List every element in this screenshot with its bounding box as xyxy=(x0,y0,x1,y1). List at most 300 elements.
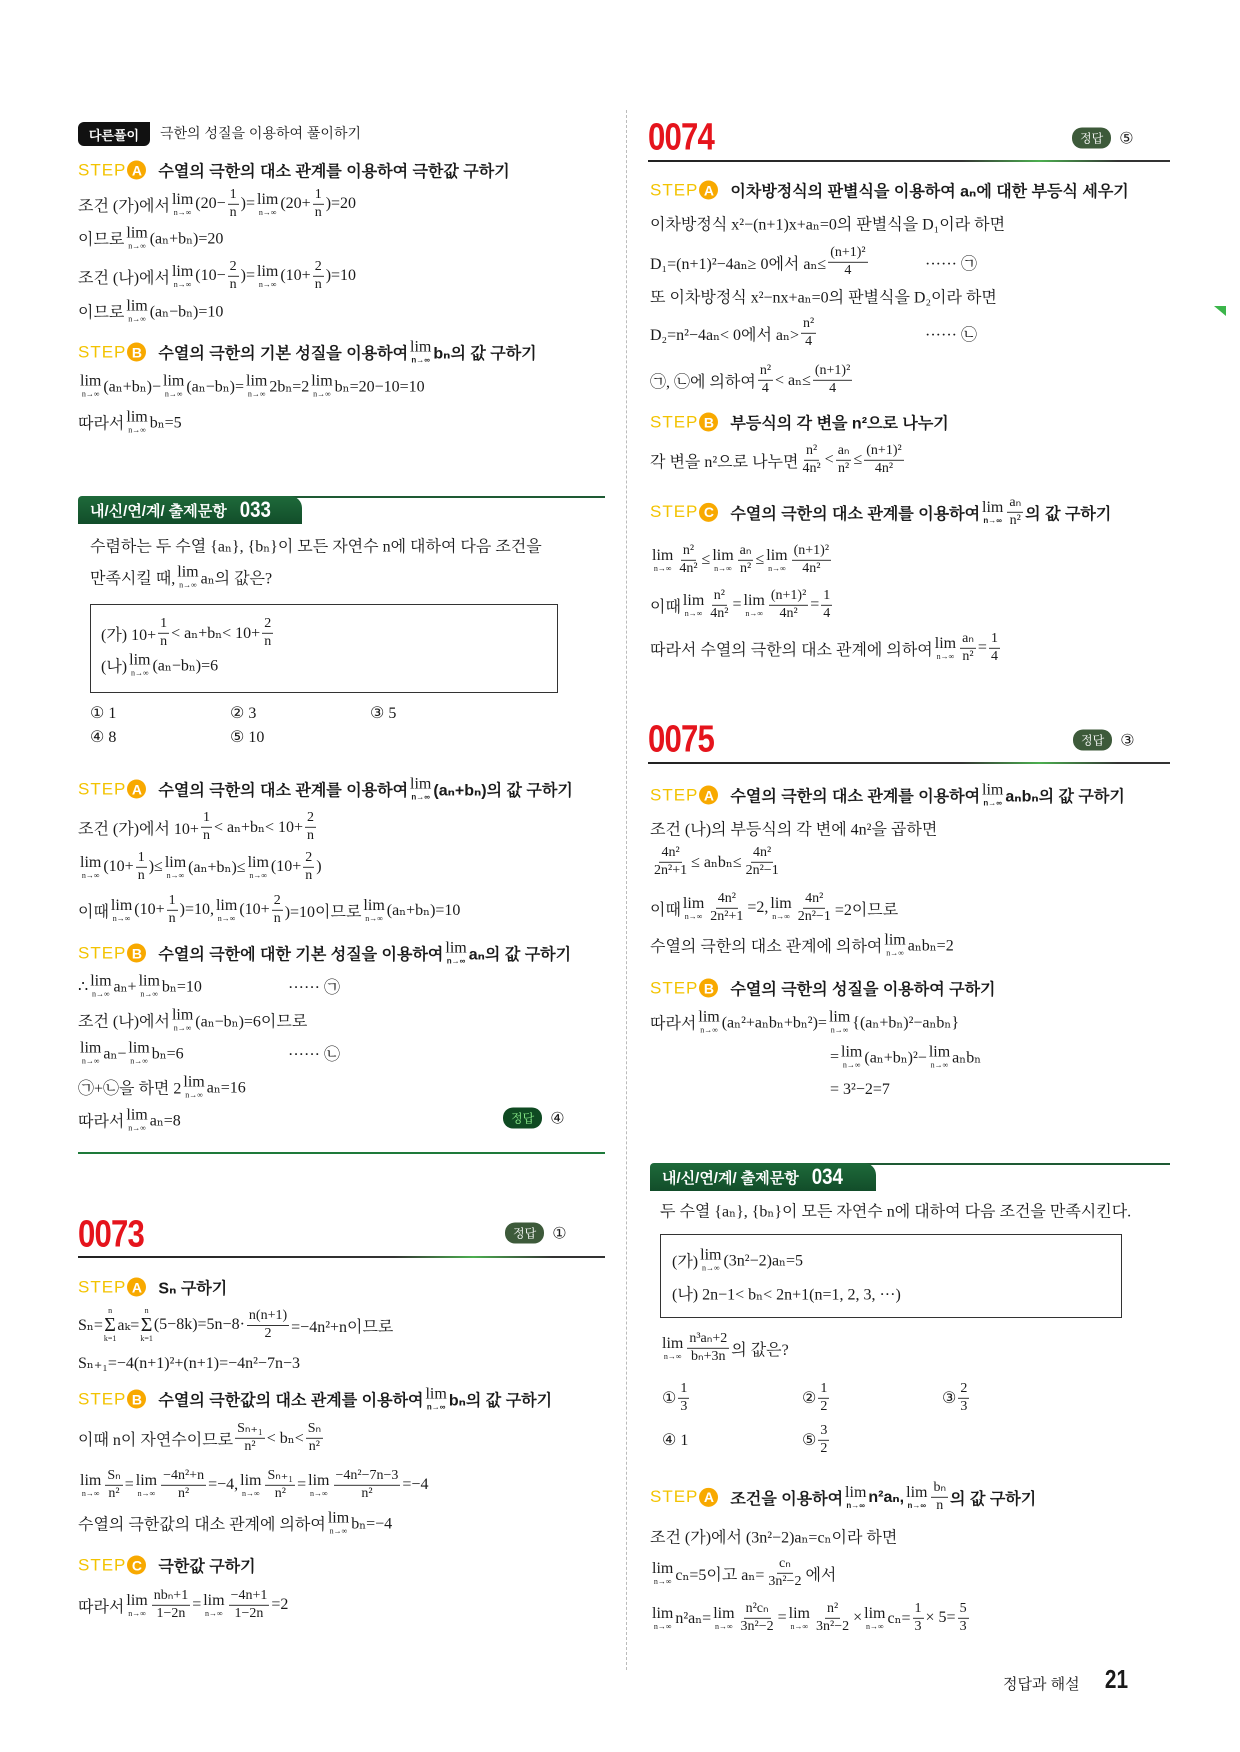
fraction xyxy=(758,364,773,396)
math-text: 따라서 수열의 극한의 대소 관계에 의하여 xyxy=(650,641,933,659)
math-text: (3n²−2)aₙ=5 xyxy=(723,1252,803,1269)
lim-subscript: n→∞ xyxy=(865,1621,884,1631)
fraction xyxy=(708,589,730,621)
numerator: 1 xyxy=(913,1602,924,1619)
math-text: (aₙ+bₙ)의 값 구하기 xyxy=(433,782,573,800)
limit-expression xyxy=(183,1075,204,1100)
choice[interactable] xyxy=(230,727,264,747)
numerator: (n+1)² xyxy=(828,246,867,263)
lim-subscript: n→∞ xyxy=(217,913,236,923)
answer-badge: 정답 ① xyxy=(505,1223,567,1244)
solution-line xyxy=(650,544,833,576)
numerator: n²cₙ xyxy=(744,1602,771,1619)
math-text: =−4 xyxy=(402,1476,429,1493)
lim-subscript: n→∞ xyxy=(81,1488,100,1498)
lim-symbol: lim xyxy=(240,1471,262,1489)
numerator: n³aₙ+2 xyxy=(687,1332,729,1349)
limit-expression xyxy=(841,1045,862,1070)
lim-symbol: lim xyxy=(327,1509,350,1527)
lim-symbol: lim xyxy=(445,939,467,957)
fraction xyxy=(652,846,689,878)
lim-subscript: n→∞ xyxy=(936,651,955,661)
lim-subscript: n→∞ xyxy=(247,389,266,399)
math-text: (aₙ+bₙ)²− xyxy=(864,1049,927,1066)
limit-expression xyxy=(935,636,956,661)
math-text: 수열의 극한의 대소 관계를 이용하여 xyxy=(730,505,981,523)
math-text: 수열의 극한의 대소 관계를 이용하여 극한값 구하기 xyxy=(158,163,510,181)
math-text: 수열의 극한에 대한 기본 성질을 이용하여 xyxy=(158,946,444,964)
fraction xyxy=(739,1602,776,1634)
math-text: cₙ=5이고 aₙ= xyxy=(675,1566,765,1584)
lim-symbol: lim xyxy=(126,408,148,426)
fraction xyxy=(303,851,314,883)
fraction xyxy=(828,246,867,278)
denominator: n xyxy=(936,1497,944,1513)
choice[interactable] xyxy=(370,703,396,723)
numerator: cₙ xyxy=(777,1557,793,1574)
lim-subscript: n→∞ xyxy=(140,989,159,999)
lim-symbol: lim xyxy=(80,853,102,871)
math-text: × 5= xyxy=(925,1609,956,1626)
limit-expression xyxy=(744,593,765,618)
condition-line xyxy=(672,1248,803,1273)
math-text: Sₙ= xyxy=(78,1317,103,1334)
math-text: = xyxy=(124,1476,134,1493)
lim-subscript: n→∞ xyxy=(907,1500,927,1510)
math-text: (10+ xyxy=(103,858,134,875)
limit-expression xyxy=(172,264,193,289)
condition-line xyxy=(101,617,275,649)
denominator: n xyxy=(202,827,210,843)
lim-symbol: lim xyxy=(662,1334,684,1352)
lim-symbol: lim xyxy=(652,1559,674,1577)
banner-rule xyxy=(862,1163,1170,1165)
problem-number: 0074 xyxy=(648,116,715,159)
solution-line xyxy=(650,589,834,621)
math-text: ≤ xyxy=(755,551,765,568)
math-text: 만족시킬 때, xyxy=(90,570,176,588)
page-number: 21 xyxy=(1104,1664,1129,1694)
solution-line xyxy=(650,444,906,476)
lim-subscript: n→∞ xyxy=(715,1621,733,1631)
choice[interactable] xyxy=(230,703,256,723)
choice[interactable] xyxy=(90,703,116,723)
solution-line xyxy=(650,1525,897,1548)
lim-subscript: n→∞ xyxy=(983,798,1002,808)
math-text: 각 변을 n²으로 나누면 xyxy=(650,453,799,471)
limit-expression xyxy=(713,1606,734,1631)
step-b-heading: STEP B 부등식의 각 변을 n²으로 나누기 xyxy=(650,412,949,433)
choice[interactable] xyxy=(90,727,116,747)
math-text: = xyxy=(977,639,987,656)
math-text: 수열의 극한의 기본 성질을 이용하여 xyxy=(158,345,409,363)
lim-subscript: n→∞ xyxy=(128,1123,146,1133)
step-c-heading: STEP C 수열의 극한의 대소 관계를 이용하여 lim n→∞ $\frac{\text{aₙ}}{\text{n²}}$ 의 값 구하기 xyxy=(650,494,1112,528)
fraction xyxy=(136,851,147,883)
solution-line xyxy=(78,299,223,324)
lim-subscript: n→∞ xyxy=(258,279,277,289)
solution-line xyxy=(830,1045,981,1070)
choice[interactable] xyxy=(662,1430,688,1450)
math-text: cₙ= xyxy=(887,1610,911,1627)
numerator: n² xyxy=(712,589,727,606)
denominator: 1−2n xyxy=(156,1605,186,1621)
math-text: 두 수열 {aₙ}, {bₙ}이 모든 자연수 n에 대하여 다음 조건을 만족시킨다. xyxy=(660,1203,1132,1221)
math-text: < xyxy=(824,451,834,468)
math-text: 수열의 극한값의 대소 관계에 의하여 xyxy=(78,1516,326,1534)
math-text: (aₙ+bₙ)− xyxy=(103,378,161,395)
banner-rule xyxy=(290,496,605,498)
header-rule xyxy=(78,1256,605,1258)
math-text: (나) 2n−1< bₙ< 2n+1(n=1, 2, 3, ···) xyxy=(672,1286,901,1304)
solution-line xyxy=(650,846,783,878)
math-text: (20− xyxy=(195,195,226,212)
denominator: n xyxy=(307,827,315,843)
lim-subscript: n→∞ xyxy=(130,668,149,678)
math-text: 수열의 극한의 대소 관계를 이용하여 xyxy=(158,782,409,800)
numerator: n² xyxy=(681,544,696,561)
denominator: 4n² xyxy=(802,460,821,476)
header-rule xyxy=(648,160,1170,162)
lim-subscript: n→∞ xyxy=(714,563,732,573)
fraction xyxy=(687,1332,729,1364)
denominator: n xyxy=(314,204,322,220)
math-text: 이므로 xyxy=(78,304,125,322)
math-text: 극한값 구하기 xyxy=(158,1558,256,1576)
math-text: 에서 xyxy=(805,1566,837,1584)
limit-expression xyxy=(789,1606,810,1631)
numerator: n(n+1) xyxy=(247,1309,289,1326)
limit-expression xyxy=(982,500,1003,525)
math-text: )=10 xyxy=(325,267,357,284)
limit-expression xyxy=(139,974,160,999)
limit-expression xyxy=(683,896,704,921)
math-text: =2이므로 xyxy=(834,901,899,919)
sigma-symbol: Σ xyxy=(104,1314,116,1336)
lim-subscript: n→∞ xyxy=(309,1488,328,1498)
lim-symbol: lim xyxy=(138,972,160,990)
math-text: =−4n²+n이므로 xyxy=(291,1318,394,1336)
math-text: bₙ=−4 xyxy=(351,1515,393,1532)
denominator: 2 xyxy=(820,1440,828,1456)
limit-expression xyxy=(80,1473,101,1498)
lim-symbol: lim xyxy=(126,1106,148,1124)
lim-subscript: n→∞ xyxy=(173,207,192,217)
limit-expression xyxy=(172,1008,193,1033)
numerator: n² xyxy=(758,364,773,381)
step-a-heading: STEP A 수열의 극한의 대소 관계를 이용하여 극한값 구하기 xyxy=(78,160,510,181)
numerator: 1 xyxy=(678,1382,689,1399)
math-text: 이므로 xyxy=(78,231,125,249)
math-text: )=10, xyxy=(179,901,214,918)
math-text: (10+ xyxy=(239,901,270,918)
denominator: n² xyxy=(274,1485,286,1501)
math-text: ≤ xyxy=(701,551,711,568)
alt-solution-tag: 다른풀이 xyxy=(78,122,150,146)
math-text: 수열의 극한의 대소 관계를 이용하여 xyxy=(730,788,981,806)
math-text: 수열의 극한의 대소 관계에 의하여 xyxy=(650,938,883,956)
related-problem-banner-034: 내/신/연/계/ 출제문항 034 xyxy=(650,1163,876,1191)
lim-symbol: lim xyxy=(90,972,112,990)
math-text: < bₙ< xyxy=(266,1430,304,1447)
lim-symbol: lim xyxy=(652,1604,674,1622)
math-text: (가) 10+ xyxy=(101,626,157,644)
sum-lower: k=1 xyxy=(103,1334,117,1343)
lim-symbol: lim xyxy=(80,372,102,390)
lim-symbol: lim xyxy=(770,894,792,912)
math-text: )=20 xyxy=(325,195,357,212)
lim-symbol: lim xyxy=(906,1483,928,1501)
math-text: = xyxy=(192,1596,202,1613)
fraction xyxy=(229,1589,270,1621)
fraction xyxy=(152,1589,190,1621)
math-text: bₙ=6 xyxy=(151,1045,184,1062)
lim-symbol: lim xyxy=(828,1008,851,1026)
limit-expression xyxy=(410,340,431,365)
denominator: n xyxy=(264,633,272,649)
math-text: ③ 5 xyxy=(370,705,397,722)
fraction xyxy=(161,1469,206,1501)
solution-line xyxy=(78,374,425,399)
lim-symbol: lim xyxy=(884,931,906,949)
equation-label: ······ ㉡ xyxy=(925,326,977,344)
lim-subscript: n→∞ xyxy=(411,792,430,802)
solution-line xyxy=(650,1557,836,1589)
sum-lower: k=1 xyxy=(140,1334,153,1343)
lim-symbol: lim xyxy=(171,1006,194,1024)
fraction xyxy=(265,1469,295,1501)
lim-symbol: lim xyxy=(247,853,269,871)
numerator: (n+1)² xyxy=(864,444,903,461)
denominator: n² xyxy=(1009,512,1021,528)
math-text: 조건 (나)에서 xyxy=(78,269,170,287)
lim-subscript: n→∞ xyxy=(446,956,466,966)
lim-subscript: n→∞ xyxy=(313,389,331,399)
denominator: 2n²+1 xyxy=(654,862,688,878)
numerator: 2 xyxy=(305,811,316,828)
fraction xyxy=(818,1382,829,1414)
denominator: n xyxy=(160,633,168,649)
fraction xyxy=(958,1602,969,1634)
denominator: 4n² xyxy=(874,460,894,476)
lim-symbol: lim xyxy=(257,190,279,208)
fraction xyxy=(800,444,822,476)
math-text: ① xyxy=(662,1390,677,1407)
numerator: 1 xyxy=(228,188,239,205)
limit-expression xyxy=(126,1593,147,1618)
lim-symbol: lim xyxy=(682,894,705,912)
solution-line xyxy=(78,1008,307,1033)
math-text: 조건 (나)의 부등식의 각 변에 4n²을 곱하면 xyxy=(650,821,938,839)
choice[interactable] xyxy=(802,1382,831,1414)
fraction xyxy=(836,444,852,476)
lim-subscript: n→∞ xyxy=(329,1526,348,1536)
choice[interactable] xyxy=(662,1382,691,1414)
sum-upper: n xyxy=(108,1306,113,1315)
limit-expression xyxy=(248,855,269,880)
math-text: =2 xyxy=(271,1596,289,1613)
answer-badge: 정답 ③ xyxy=(1073,730,1135,751)
math-text: ② xyxy=(802,1390,817,1407)
math-text: aₖ= xyxy=(117,1317,140,1334)
math-text: bₙ=10 xyxy=(161,978,202,995)
math-text: 따라서 xyxy=(650,1015,697,1033)
solution-line xyxy=(650,285,997,308)
fraction xyxy=(313,260,324,292)
step-b-heading: STEP B 수열의 극한의 성질을 이용하여 구하기 xyxy=(650,978,996,999)
denominator: n xyxy=(305,867,313,883)
lim-symbol: lim xyxy=(652,546,674,564)
denominator: 4 xyxy=(829,380,837,396)
math-text: 의 값은? xyxy=(731,1341,789,1359)
math-text: < aₙ+bₙ< 10+ xyxy=(171,625,261,642)
lim-symbol: lim xyxy=(177,563,199,581)
limit-expression xyxy=(257,264,278,289)
denominator: 2n²+1 xyxy=(710,908,744,924)
math-text: = xyxy=(732,596,742,613)
choice[interactable] xyxy=(942,1382,971,1414)
limit-expression xyxy=(328,1511,349,1536)
denominator: 3 xyxy=(960,1398,968,1414)
math-text: ① 1 xyxy=(90,705,117,722)
math-text: aₙbₙ=2 xyxy=(907,937,954,954)
solution-line xyxy=(830,1081,890,1099)
lim-symbol: lim xyxy=(311,372,333,390)
numerator: −4n²−7n−3 xyxy=(334,1469,401,1486)
lim-subscript: n→∞ xyxy=(653,1621,672,1631)
numerator: −4n+1 xyxy=(229,1589,270,1606)
limit-expression xyxy=(257,192,278,217)
lim-subscript: n→∞ xyxy=(426,1402,446,1412)
lim-symbol: lim xyxy=(410,338,432,356)
solution-line xyxy=(650,817,937,840)
numerator: 1 xyxy=(136,851,147,868)
fraction xyxy=(958,1382,969,1414)
math-text: (aₙ+bₙ)=20 xyxy=(149,230,224,247)
lim-subscript: n→∞ xyxy=(684,911,703,921)
limit-expression xyxy=(136,1473,157,1498)
solution-line xyxy=(78,410,182,435)
denominator: 1−2n xyxy=(234,1605,264,1621)
limit-expression xyxy=(80,855,101,880)
step-c-heading: STEP C 극한값 구하기 xyxy=(78,1555,256,1576)
numerator: 2 xyxy=(313,260,324,277)
math-text: 2bₙ=2 xyxy=(269,378,310,395)
column-divider xyxy=(626,110,627,1670)
lim-symbol: lim xyxy=(363,896,385,914)
limit-expression xyxy=(80,1041,101,1066)
lim-subscript: n→∞ xyxy=(842,1060,861,1070)
numerator: (n+1)² xyxy=(813,364,852,381)
limit-expression xyxy=(128,1041,149,1066)
step-a-heading: STEP A 조건을 이용하여 lim n→∞ n²aₙ, lim n→∞ $\frac{\text{bₙ}}{n}$ 의 값 구하기 xyxy=(650,1479,1037,1513)
lim-symbol: lim xyxy=(788,1604,810,1622)
limit-expression xyxy=(216,898,237,923)
fraction xyxy=(801,317,816,349)
denominator: 2 xyxy=(820,1398,828,1414)
math-text: (10− xyxy=(195,267,226,284)
denominator: 4n² xyxy=(679,560,698,576)
math-text: {(aₙ+bₙ)²−aₙbₙ} xyxy=(852,1014,960,1031)
denominator: 2n²−1 xyxy=(745,862,779,878)
math-text: 조건 (가)에서 (3n²−2)aₙ=cₙ이라 하면 xyxy=(650,1529,898,1547)
lim-symbol: lim xyxy=(128,1039,150,1057)
denominator: n xyxy=(229,276,237,292)
math-text: (나) xyxy=(101,658,128,676)
limit-expression xyxy=(864,1606,885,1631)
fraction xyxy=(262,617,273,649)
solution-line xyxy=(78,1353,300,1373)
denominator: n² xyxy=(108,1485,120,1501)
solution-line xyxy=(78,1511,392,1536)
math-text: aₙ의 값은? xyxy=(200,570,273,588)
math-text: (aₙ−bₙ)= xyxy=(186,378,244,395)
solution-line xyxy=(78,260,356,292)
limit-expression xyxy=(246,374,267,399)
lim-symbol: lim xyxy=(183,1073,205,1091)
math-text: = xyxy=(777,1609,787,1626)
lim-symbol: lim xyxy=(257,262,279,280)
answer-badge: 정답 ⑤ xyxy=(1072,128,1134,149)
lim-subscript: n→∞ xyxy=(185,1090,203,1100)
limit-expression xyxy=(80,374,101,399)
math-text: 따라서 xyxy=(78,1598,125,1616)
solution-line xyxy=(650,1602,971,1634)
lim-subscript: n→∞ xyxy=(846,1500,866,1510)
math-text: (aₙ−bₙ)=6이므로 xyxy=(195,1013,308,1031)
math-text: 조건을 이용하여 xyxy=(730,1490,844,1508)
math-text: ≤ aₙbₙ≤ xyxy=(691,854,742,871)
denominator: n² xyxy=(837,460,850,476)
lim-subscript: n→∞ xyxy=(112,913,131,923)
limit-expression xyxy=(129,653,150,678)
math-text: 의 값 구하기 xyxy=(1025,505,1112,523)
solution-line xyxy=(650,244,977,278)
lim-symbol: lim xyxy=(308,1471,330,1489)
math-text: (aₙ−bₙ)=6 xyxy=(152,657,219,674)
math-text: 조건 (나)에서 xyxy=(78,1013,170,1031)
denominator: n² xyxy=(308,1438,320,1454)
math-text: 수열의 극한값의 대소 관계를 이용하여 xyxy=(158,1392,424,1410)
solution-line xyxy=(78,972,340,999)
lim-subscript: n→∞ xyxy=(81,1056,100,1066)
limit-expression xyxy=(906,1485,927,1510)
lim-subscript: n→∞ xyxy=(164,389,183,399)
math-text: aₙ의 값 구하기 xyxy=(468,946,572,964)
denominator: n² xyxy=(361,1485,373,1501)
math-text: = xyxy=(297,1476,307,1493)
solution-line xyxy=(78,811,318,843)
question-text xyxy=(90,565,272,590)
solution-line xyxy=(78,851,322,883)
fraction xyxy=(813,364,852,396)
denominator: n xyxy=(168,910,176,926)
solution-line xyxy=(78,1039,340,1066)
denominator: 4 xyxy=(805,333,813,349)
choice[interactable] xyxy=(802,1424,831,1456)
math-text: 이차방정식의 판별식을 이용하여 aₙ에 대한 부등식 세우기 xyxy=(730,183,1129,201)
math-text: 따라서 xyxy=(78,1113,125,1131)
step-a-heading: STEP A 수열의 극한의 대소 관계를 이용하여 lim n→∞ (aₙ+bₙ)의 값 구하기 xyxy=(78,775,573,802)
step-b-heading: STEP B 수열의 극한의 기본 성질을 이용하여 lim n→∞ bₙ의 값 구하기 xyxy=(78,338,537,365)
step-a-heading: STEP A 수열의 극한의 대소 관계를 이용하여 lim n→∞ aₙbₙ의 값 구하기 xyxy=(650,781,1125,808)
question-text xyxy=(660,1199,1131,1222)
lim-subscript: n→∞ xyxy=(92,989,110,999)
numerator: 1 xyxy=(821,589,832,606)
lim-subscript: n→∞ xyxy=(886,948,904,958)
numerator: 1 xyxy=(201,811,212,828)
numerator: 1 xyxy=(313,188,324,205)
